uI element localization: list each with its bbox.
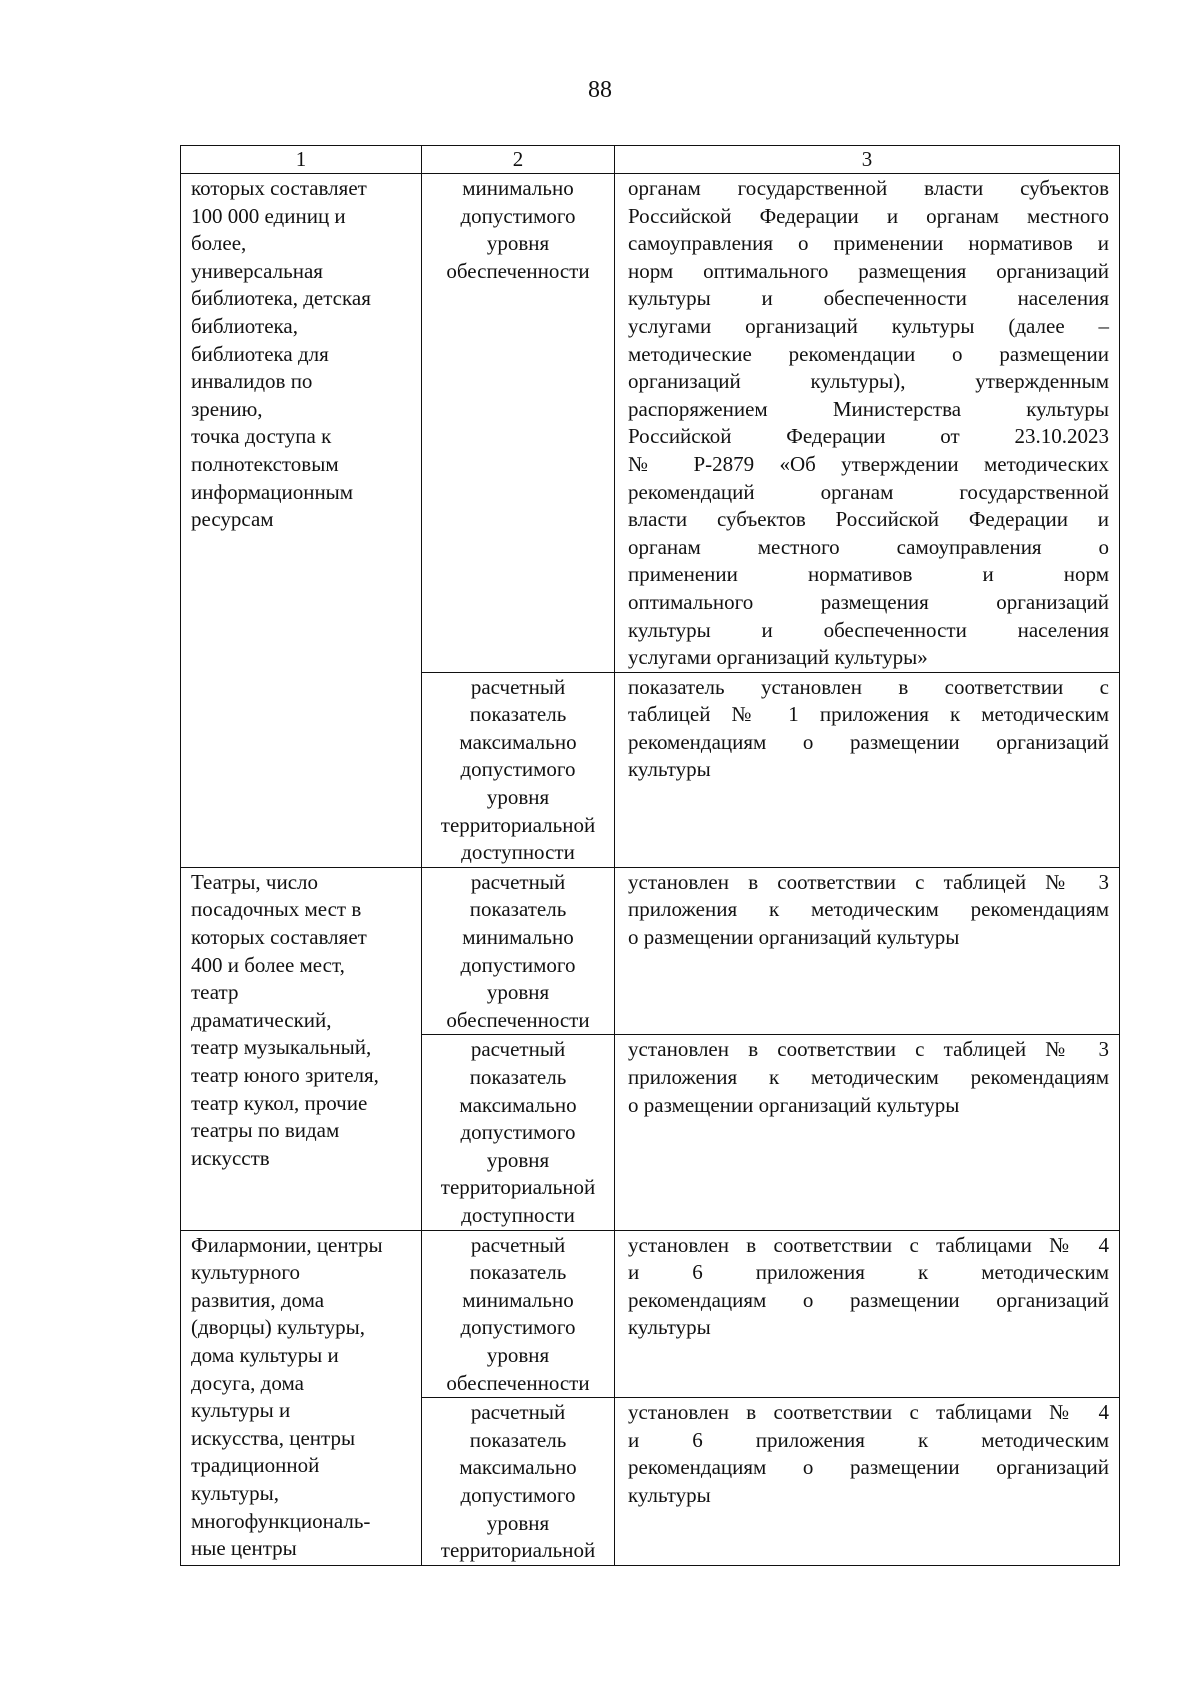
facility-type-line: театр кукол, прочие xyxy=(191,1090,368,1115)
indicator-line: показатель xyxy=(469,897,567,922)
table-row xyxy=(181,867,1120,1035)
value-description-line: норм оптимального размещения организаций xyxy=(628,258,1109,283)
value-description-line: о размещении организаций культуры xyxy=(628,1092,960,1117)
value-description-line: приложения к методическим рекомендациям xyxy=(628,1065,1109,1089)
header-col-1: 1 xyxy=(181,146,422,174)
value-description-line: рекомендациям о размещении организаций xyxy=(628,729,1109,754)
value-description-line: и 6 приложения к методическим xyxy=(628,1260,1109,1285)
value-description-line: и 6 приложения к методическим xyxy=(628,1427,1109,1452)
indicator-line: уровня xyxy=(486,1147,550,1172)
table-row xyxy=(181,1230,1120,1398)
value-description-line: рекомендаций органам государственной xyxy=(628,479,1109,504)
indicator-line: максимально xyxy=(459,729,577,754)
facility-type-line: развития, дома xyxy=(191,1287,325,1312)
value-description-line: установлен в соответствии с таблицами № 4 xyxy=(628,1400,1109,1425)
indicator-line: уровня xyxy=(486,231,550,256)
table-header-row xyxy=(181,146,1120,174)
indicator-line: допустимого xyxy=(460,757,576,782)
indicator-line: обеспеченности xyxy=(446,1007,590,1032)
value-description-cell xyxy=(615,672,1120,867)
indicator-line: доступности xyxy=(461,840,575,865)
value-description-line: рекомендациям о размещении организаций xyxy=(628,1455,1109,1480)
indicator-line: минимально xyxy=(462,925,574,950)
value-description-line: установлен в соответствии с таблицами № 4 xyxy=(628,1232,1109,1257)
facility-type-line: библиотека для xyxy=(191,341,329,366)
value-description-line: органам государственной власти субъектов xyxy=(628,176,1109,200)
value-description-line: власти субъектов Российской Федерации и xyxy=(628,507,1109,532)
value-description-line: таблицей № 1 приложения к методическим xyxy=(628,702,1109,727)
value-description-line: услугами организаций культуры (далее – xyxy=(628,313,1109,338)
value-description-line: приложения к методическим рекомендациям xyxy=(628,897,1109,922)
value-description-cell xyxy=(615,1035,1120,1230)
indicator-line: уровня xyxy=(486,980,550,1005)
indicator-line: уровня xyxy=(486,1342,550,1367)
value-description-line: о размещении организаций культуры xyxy=(628,925,960,950)
value-description-line: установлен в соответствии с таблицей № 3 xyxy=(628,869,1109,894)
header-col-3: 3 xyxy=(615,146,1120,174)
indicator-line: уровня xyxy=(486,1510,550,1535)
facility-type-line: Театры, число xyxy=(191,869,319,894)
indicator-line: допустимого xyxy=(460,1120,576,1145)
facility-type-line: драматический, xyxy=(191,1007,332,1032)
value-description-line: культуры xyxy=(628,1482,711,1507)
indicator-line: показатель xyxy=(469,1260,567,1285)
facility-type-line: дома культуры и xyxy=(191,1342,339,1367)
facility-type-cell xyxy=(181,174,422,868)
facility-type-line: информационным xyxy=(191,479,354,504)
indicator-cell xyxy=(422,672,615,867)
indicator-cell xyxy=(422,174,615,673)
facility-type-line: традиционной xyxy=(191,1453,320,1478)
facility-type-line: посадочных мест в xyxy=(191,897,362,922)
indicator-line: обеспеченности xyxy=(446,1370,590,1395)
facility-type-line: которых составляет xyxy=(191,925,367,950)
indicator-line: территориальной xyxy=(440,1538,596,1563)
facility-type-line: культурного xyxy=(191,1260,300,1285)
value-description-line: культуры xyxy=(628,1315,711,1340)
facility-type-line: более, xyxy=(191,231,247,256)
indicator-cell xyxy=(422,1398,615,1566)
facility-type-line: театр xyxy=(191,980,239,1005)
value-description-cell xyxy=(615,1398,1120,1566)
indicator-line: расчетный xyxy=(470,674,566,699)
indicator-cell xyxy=(422,1230,615,1398)
facility-type-line: досуга, дома xyxy=(191,1370,304,1395)
value-description-line: распоряжением Министерства культуры xyxy=(628,396,1109,421)
indicator-line: обеспеченности xyxy=(446,258,590,283)
facility-type-line: театр музыкальный, xyxy=(191,1035,372,1060)
indicator-line: максимально xyxy=(459,1455,577,1480)
facility-type-line: полнотекстовым xyxy=(191,451,339,476)
page-number: 88 xyxy=(588,77,612,103)
indicator-line: показатель xyxy=(469,702,567,727)
facility-type-line: библиотека, xyxy=(191,313,298,338)
indicator-line: допустимого xyxy=(460,1315,576,1340)
value-description-line: Российской Федерации от 23.10.2023 xyxy=(628,424,1109,449)
facility-type-line: культуры, xyxy=(191,1480,279,1505)
indicator-line: показатель xyxy=(469,1427,567,1452)
value-description-line: установлен в соответствии с таблицей № 3 xyxy=(628,1037,1109,1062)
indicator-line: расчетный xyxy=(470,1037,566,1062)
value-description-line: оптимального размещения организаций xyxy=(628,589,1109,614)
indicator-line: уровня xyxy=(486,785,550,810)
facility-type-line: Филармонии, центры xyxy=(191,1232,383,1257)
facility-type-line: которых составляет xyxy=(191,176,367,200)
value-description-line: Российской Федерации и органам местного xyxy=(628,203,1109,228)
indicator-line: показатель xyxy=(469,1065,567,1089)
facility-type-line: многофункциональ- xyxy=(191,1508,371,1533)
value-description-line: организаций культуры), утвержденным xyxy=(628,369,1109,394)
facility-type-line: универсальная xyxy=(191,258,323,283)
facility-type-line: инвалидов по xyxy=(191,369,313,394)
value-description-line: услугами организаций культуры» xyxy=(628,645,928,670)
value-description-line: самоуправления о применении нормативов и xyxy=(628,231,1109,256)
facility-type-line: искусств xyxy=(191,1145,270,1170)
facility-type-line: театры по видам xyxy=(191,1118,340,1143)
indicator-line: территориальной xyxy=(440,1175,596,1200)
indicator-cell xyxy=(422,867,615,1035)
indicator-line: минимально xyxy=(462,1287,574,1312)
indicator-line: расчетный xyxy=(470,1400,566,1425)
facility-type-cell xyxy=(181,867,422,1230)
value-description-cell xyxy=(615,174,1120,673)
facility-type-line: библиотека, детская xyxy=(191,286,371,311)
facility-type-line: (дворцы) культуры, xyxy=(191,1315,366,1340)
facility-type-line: искусства, центры xyxy=(191,1425,356,1450)
value-description-line: рекомендациям о размещении организаций xyxy=(628,1287,1109,1312)
facility-type-line: ные центры xyxy=(191,1536,297,1561)
facility-type-line: 100 000 единиц и xyxy=(191,203,346,228)
indicator-cell xyxy=(422,1035,615,1230)
value-description-line: культуры и обеспеченности населения xyxy=(628,286,1109,311)
indicator-line: максимально xyxy=(459,1092,577,1117)
standards-table xyxy=(180,145,1120,1566)
facility-type-line: культуры и xyxy=(191,1398,291,1423)
value-description-line: применении нормативов и норм xyxy=(628,562,1109,587)
header-col-2: 2 xyxy=(422,146,615,174)
value-description-line: культуры и обеспеченности населения xyxy=(628,617,1109,642)
indicator-line: допустимого xyxy=(460,1482,576,1507)
value-description-line: показатель установлен в соответствии с xyxy=(628,674,1109,699)
indicator-line: территориальной xyxy=(440,812,596,837)
value-description-line: органам местного самоуправления о xyxy=(628,534,1109,559)
facility-type-line: 400 и более мест, xyxy=(191,952,345,977)
value-description-line: методические рекомендации о размещении xyxy=(628,341,1109,366)
table-row xyxy=(181,174,1120,673)
facility-type-line: театр юного зрителя, xyxy=(191,1063,379,1087)
value-description-cell xyxy=(615,1230,1120,1398)
indicator-line: доступности xyxy=(461,1202,575,1227)
facility-type-line: точка доступа к xyxy=(191,424,332,449)
value-description-cell xyxy=(615,867,1120,1035)
indicator-line: расчетный xyxy=(470,869,566,894)
facility-type-line: зрению, xyxy=(191,396,263,421)
indicator-line: минимально xyxy=(462,176,574,200)
value-description-line: культуры xyxy=(628,757,711,782)
value-description-line: № Р-2879 «Об утверждении методических xyxy=(628,451,1109,476)
indicator-line: допустимого xyxy=(460,203,576,228)
indicator-line: расчетный xyxy=(470,1232,566,1257)
facility-type-cell xyxy=(181,1230,422,1565)
indicator-line: допустимого xyxy=(460,952,576,977)
facility-type-line: ресурсам xyxy=(191,507,274,532)
